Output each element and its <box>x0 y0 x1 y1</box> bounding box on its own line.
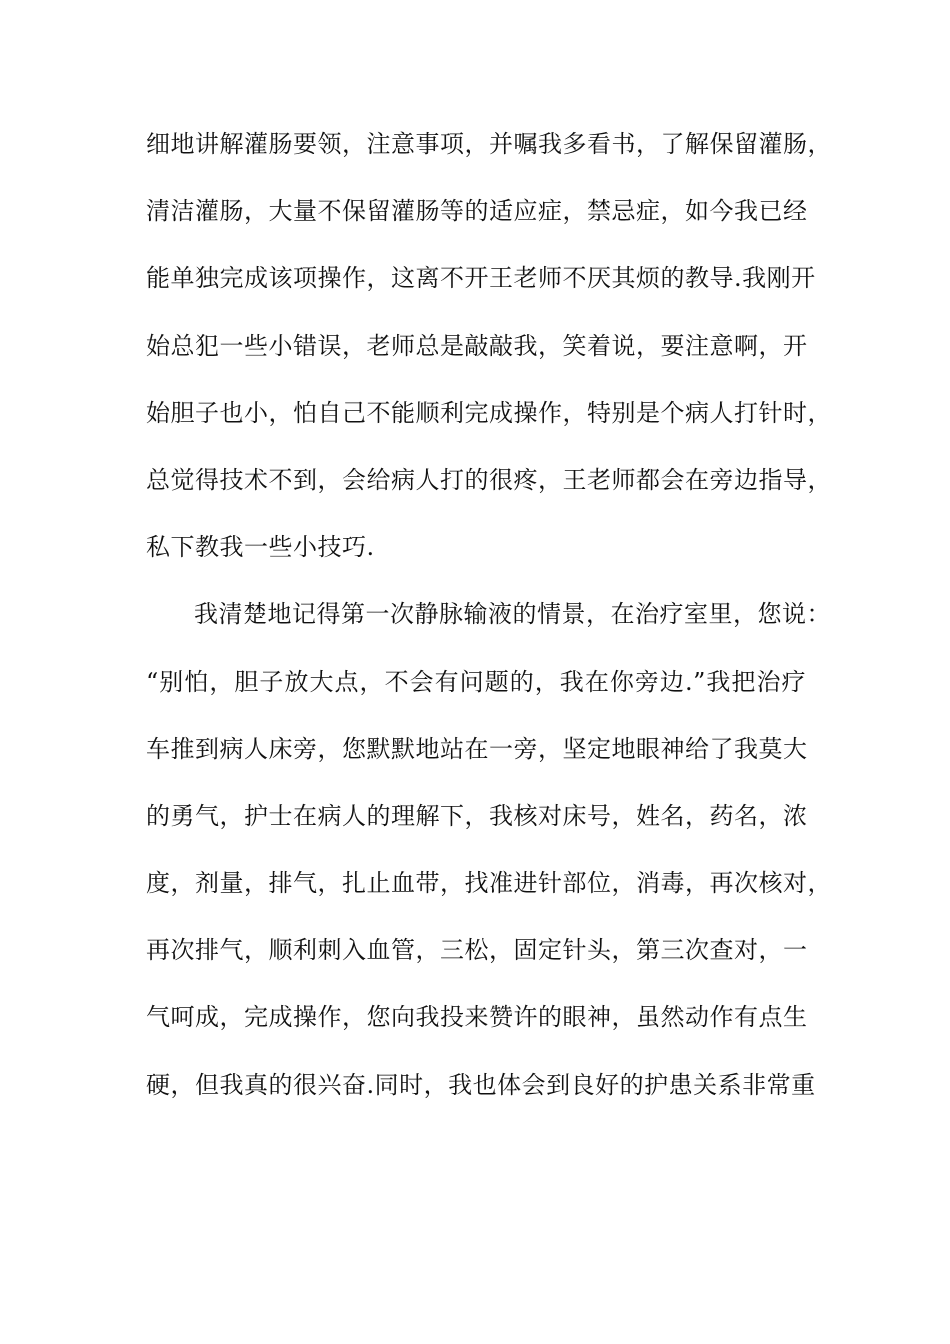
text-line: 始胆子也小，怕自己不能顺利完成操作，特别是个病人打针时， <box>146 398 832 427</box>
text-line: “别怕，胆子放大点，不会有问题的，我在你旁边.”我把治疗 <box>146 667 806 696</box>
text-line: 私下教我一些小技巧. <box>146 533 375 562</box>
paragraph-first-line: 我清楚地记得第一次静脉输液的情景，在治疗室里，您说： <box>194 600 831 629</box>
body-text <box>146 124 832 1132</box>
text-line: 度，剂量，排气，扎止血带，找准进针部位，消毒，再次核对， <box>146 869 832 898</box>
text-line: 始总犯一些小错误，老师总是敲敲我，笑着说，要注意啊，开 <box>146 331 808 360</box>
text-line: 能单独完成该项操作，这离不开王老师不厌其烦的教导.我刚开 <box>146 264 816 293</box>
text-line: 的勇气，护士在病人的理解下，我核对床号，姓名，药名，浓 <box>146 801 808 830</box>
text-line: 总觉得技术不到，会给病人打的很疼，王老师都会在旁边指导， <box>146 465 832 494</box>
text-line: 清洁灌肠，大量不保留灌肠等的适应症，禁忌症，如今我已经 <box>146 197 808 226</box>
text-line: 车推到病人床旁，您默默地站在一旁，坚定地眼神给了我莫大 <box>146 734 808 763</box>
text-line: 硬，但我真的很兴奋.同时，我也体会到良好的护患关系非常重 <box>146 1070 816 1099</box>
text-line: 气呵成，完成操作，您向我投来赞许的眼神，虽然动作有点生 <box>146 1003 808 1032</box>
text-line: 再次排气，顺利刺入血管，三松，固定针头，第三次查对，一 <box>146 936 808 965</box>
text-line: 细地讲解灌肠要领，注意事项，并嘱我多看书，了解保留灌肠， <box>146 130 832 158</box>
